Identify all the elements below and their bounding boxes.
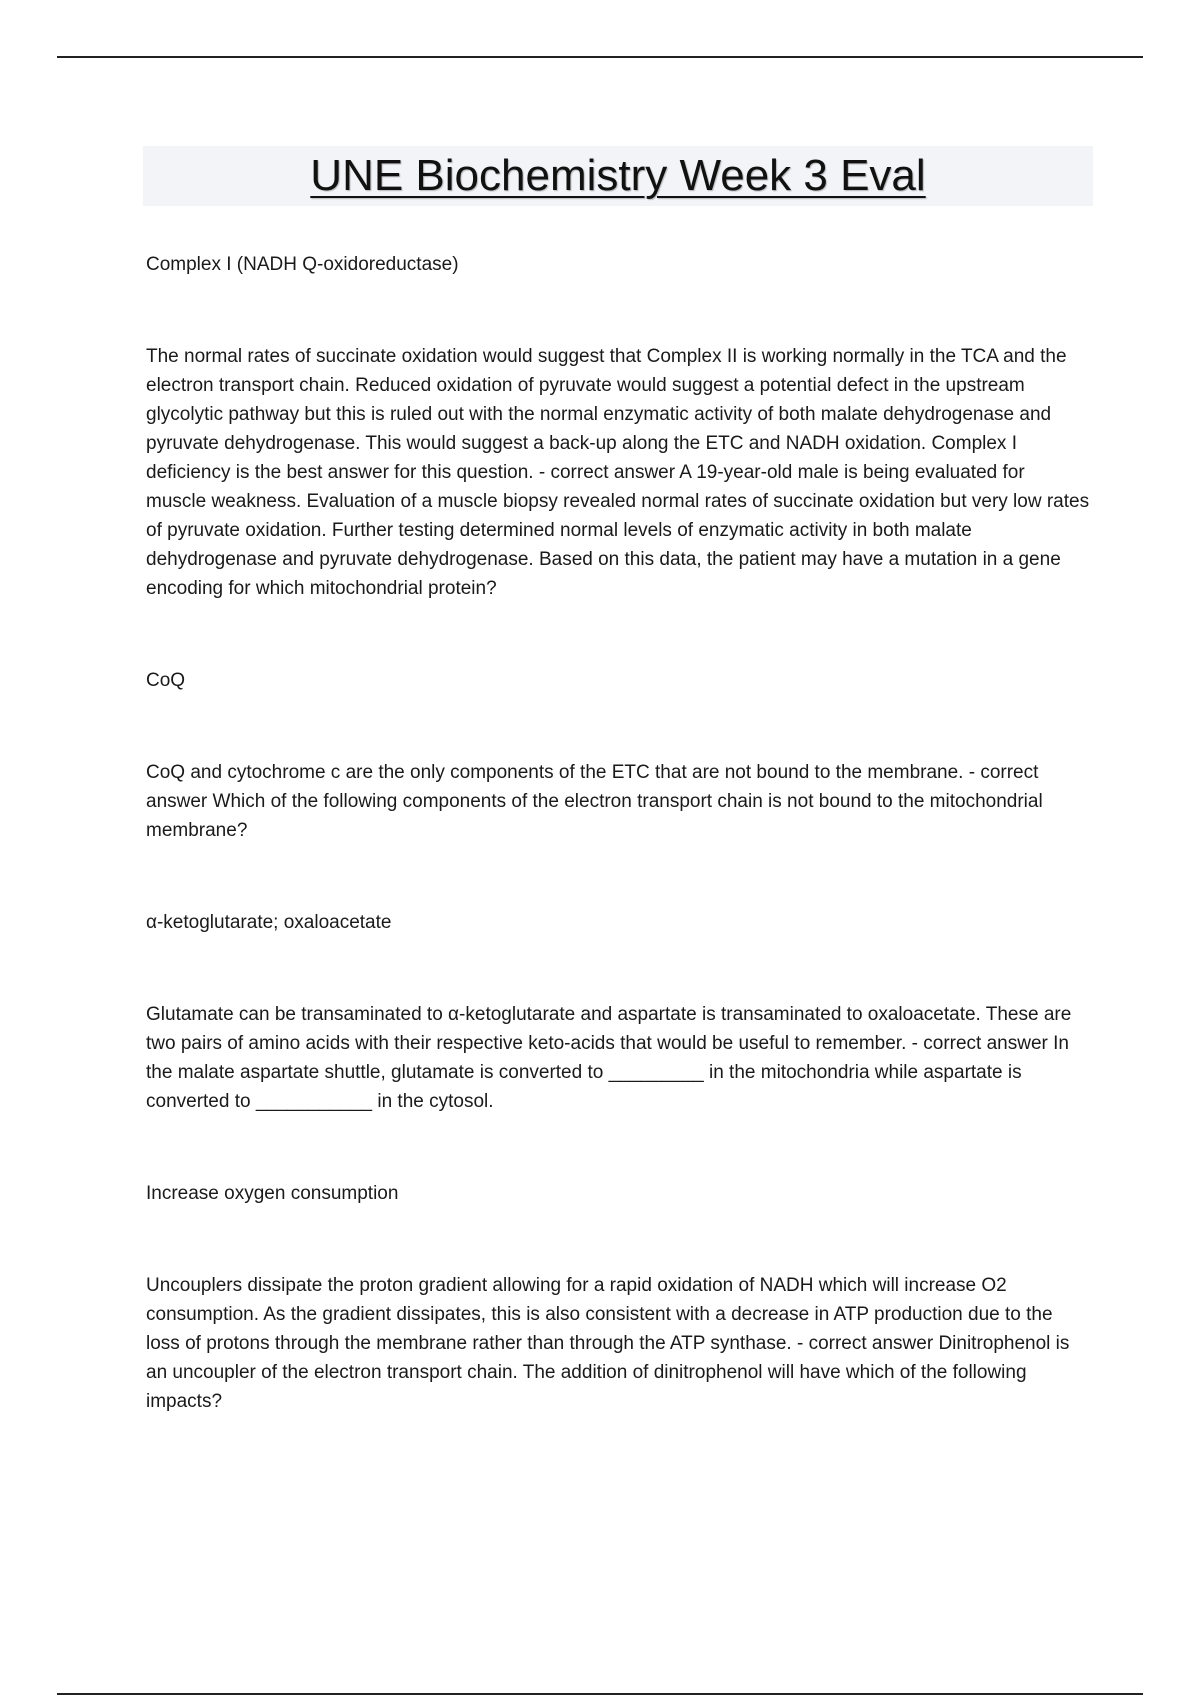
explanation-text: Uncouplers dissipate the proton gradient allowing for a rapid oxidation of NADH which will increase O2 consumption. As the gradient dissipates, this is also consistent with a decrease in ATP production due to the loss of protons through the membrane rather than through the ATP synthase. - correct answer Dinitrophenol is an uncoupler of the electron transport chain. The addition of dinitrophenol will have which of the following impacts? — [146, 1275, 1070, 1412]
footer-rule — [57, 1693, 1143, 1695]
explanation-text: CoQ and cytochrome c are the only components of the ETC that are not bound to the membrane. - correct answer Which of the following components of the electron transport chain is not bound to the mitochondrial membrane? — [146, 762, 1043, 841]
explanation-text: The normal rates of succinate oxidation would suggest that Complex II is working normally in the TCA and the electron transport chain. Reduced oxidation of pyruvate would suggest a potential defect in the upstream glycolytic pathway but this is ruled out with the normal enzymatic activity of both malate dehydrogenase and pyruvate dehydrogenase. This would suggest a back-up along the ETC and NADH oxidation. Complex I deficiency is the best answer for this question. - correct answer A 19-year-old male is being evaluated for muscle weakness. Evaluation of a muscle biopsy revealed normal rates of succinate oxidation but very low rates of pyruvate oxidation. Further testing determined normal levels of enzymatic activity in both malate dehydrogenase and pyruvate dehydrogenase. Based on this data, the patient may have a mutation in a gene encoding for which mitochondrial protein? — [146, 346, 1090, 599]
title-banner — [143, 146, 1093, 206]
header-rule — [57, 56, 1143, 58]
answer-text: Complex I (NADH Q-oxidoreductase) — [146, 254, 459, 275]
answer-text: α-ketoglutarate; oxaloacetate — [146, 912, 392, 933]
document-body — [146, 250, 1090, 1416]
answer-text: Increase oxygen consumption — [146, 1183, 399, 1204]
explanation-text: Glutamate can be transaminated to α-ketoglutarate and aspartate is transaminated to oxaloacetate. These are two pairs of amino acids with their respective keto-acids that would be useful to remember. - correct answer In the malate aspartate shuttle, glutamate is converted to _________ in the mitochondria while aspartate is converted to ___________ in the cytosol. — [146, 1004, 1072, 1112]
document-title: UNE Biochemistry Week 3 Eval — [310, 151, 926, 200]
answer-text: CoQ — [146, 670, 186, 691]
